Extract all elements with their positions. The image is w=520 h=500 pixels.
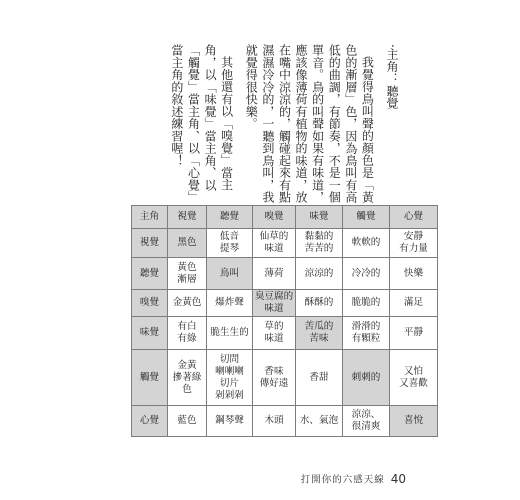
- table-cell: 黏黏的 苦苦的: [296, 229, 343, 258]
- table-cell: 有白 有綠: [168, 317, 207, 350]
- senses-table: [131, 205, 438, 437]
- table-cell: 喜悅: [390, 406, 438, 437]
- table-cell: 臭豆腐的 味道: [253, 290, 296, 317]
- table-cell: 鳥叫: [207, 258, 253, 290]
- header-cell: 心覺: [390, 206, 438, 229]
- table-row: [132, 350, 438, 406]
- table-cell: 鋼琴聲: [207, 406, 253, 437]
- page-number: 40: [390, 471, 406, 486]
- header-cell: 主角: [132, 206, 168, 229]
- vertical-text-block: [150, 44, 400, 209]
- table-row: [132, 317, 438, 350]
- row-header-cell: 視覺: [132, 229, 168, 258]
- table-cell: 藍色: [168, 406, 207, 437]
- table-row: [132, 290, 438, 317]
- paragraph-listening: 我覺得鳥叫聲的顏色是「黃色的漸層」色，因為鳥叫有高低的曲調，有節奏，不是一個單音。鳥的叫聲如果有味道，應該像薄荷有植物的味道，放在嘴中涼涼的，觸碰起來有點濕濕冷冷的，一聽到鳥叫，我就覺得很快樂。: [244, 44, 375, 204]
- table-cell: 又怕 又喜歡: [390, 350, 438, 406]
- header-cell: 味覺: [296, 206, 343, 229]
- table-cell: 平靜: [390, 317, 438, 350]
- table-cell: 滿足: [390, 290, 438, 317]
- row-header-cell: 心覺: [132, 406, 168, 437]
- table-cell: 爆炸聲: [207, 290, 253, 317]
- table-cell: 快樂: [390, 258, 438, 290]
- table-row: [132, 406, 438, 437]
- table-row: [132, 258, 438, 290]
- header-cell: 視覺: [168, 206, 207, 229]
- table-cell: 涼涼、 很清爽: [343, 406, 390, 437]
- row-header-cell: 觸覺: [132, 350, 168, 406]
- table-cell: 木頭: [253, 406, 296, 437]
- header-cell: 嗅覺: [253, 206, 296, 229]
- table-cell: 脆生生的: [207, 317, 253, 350]
- row-header-cell: 聽覺: [132, 258, 168, 290]
- header-cell: 聽覺: [207, 206, 253, 229]
- table-cell: 安靜 有力量: [390, 229, 438, 258]
- table-cell: 涼涼的: [296, 258, 343, 290]
- section-heading: ‧主角：聽覺: [385, 44, 399, 110]
- table-cell: 草的 味道: [253, 317, 296, 350]
- table-row: [132, 229, 438, 258]
- table-cell: 香甜: [296, 350, 343, 406]
- table-cell: 脆脆的: [343, 290, 390, 317]
- header-cell: 觸覺: [343, 206, 390, 229]
- row-header-cell: 嗅覺: [132, 290, 168, 317]
- table-cell: 軟軟的: [343, 229, 390, 258]
- row-header-cell: 味覺: [132, 317, 168, 350]
- table-header-row: [132, 206, 438, 229]
- table-cell: 切問 喇喇喇 切片 剁剁剁: [207, 350, 253, 406]
- table-cell: 薄荷: [253, 258, 296, 290]
- paragraph-other-senses: 其他還有以「嗅覺」當主角，以「味覺」當主角、以「觸覺」當主角、以「心覺」當主角的敘述練習喔！: [169, 44, 234, 204]
- table-cell: 冷冷的: [343, 258, 390, 290]
- table-cell: 金黃 摻著綠 色: [168, 350, 207, 406]
- table-cell: 刺刺的: [343, 350, 390, 406]
- table-cell: 黑色: [168, 229, 207, 258]
- page-footer: [301, 468, 406, 487]
- table-cell: 苦瓜的 苦味: [296, 317, 343, 350]
- table-cell: 仙草的 味道: [253, 229, 296, 258]
- table-cell: 黃色 漸層: [168, 258, 207, 290]
- table-cell: 滑滑的 有顆粒: [343, 317, 390, 350]
- table-cell: 香味 傳好遠: [253, 350, 296, 406]
- table-cell: 水、氣泡: [296, 406, 343, 437]
- table-cell: 金黃色: [168, 290, 207, 317]
- table-cell: 酥酥的: [296, 290, 343, 317]
- table-cell: 低音 提琴: [207, 229, 253, 258]
- book-title: 打開你的六感天線: [300, 474, 385, 486]
